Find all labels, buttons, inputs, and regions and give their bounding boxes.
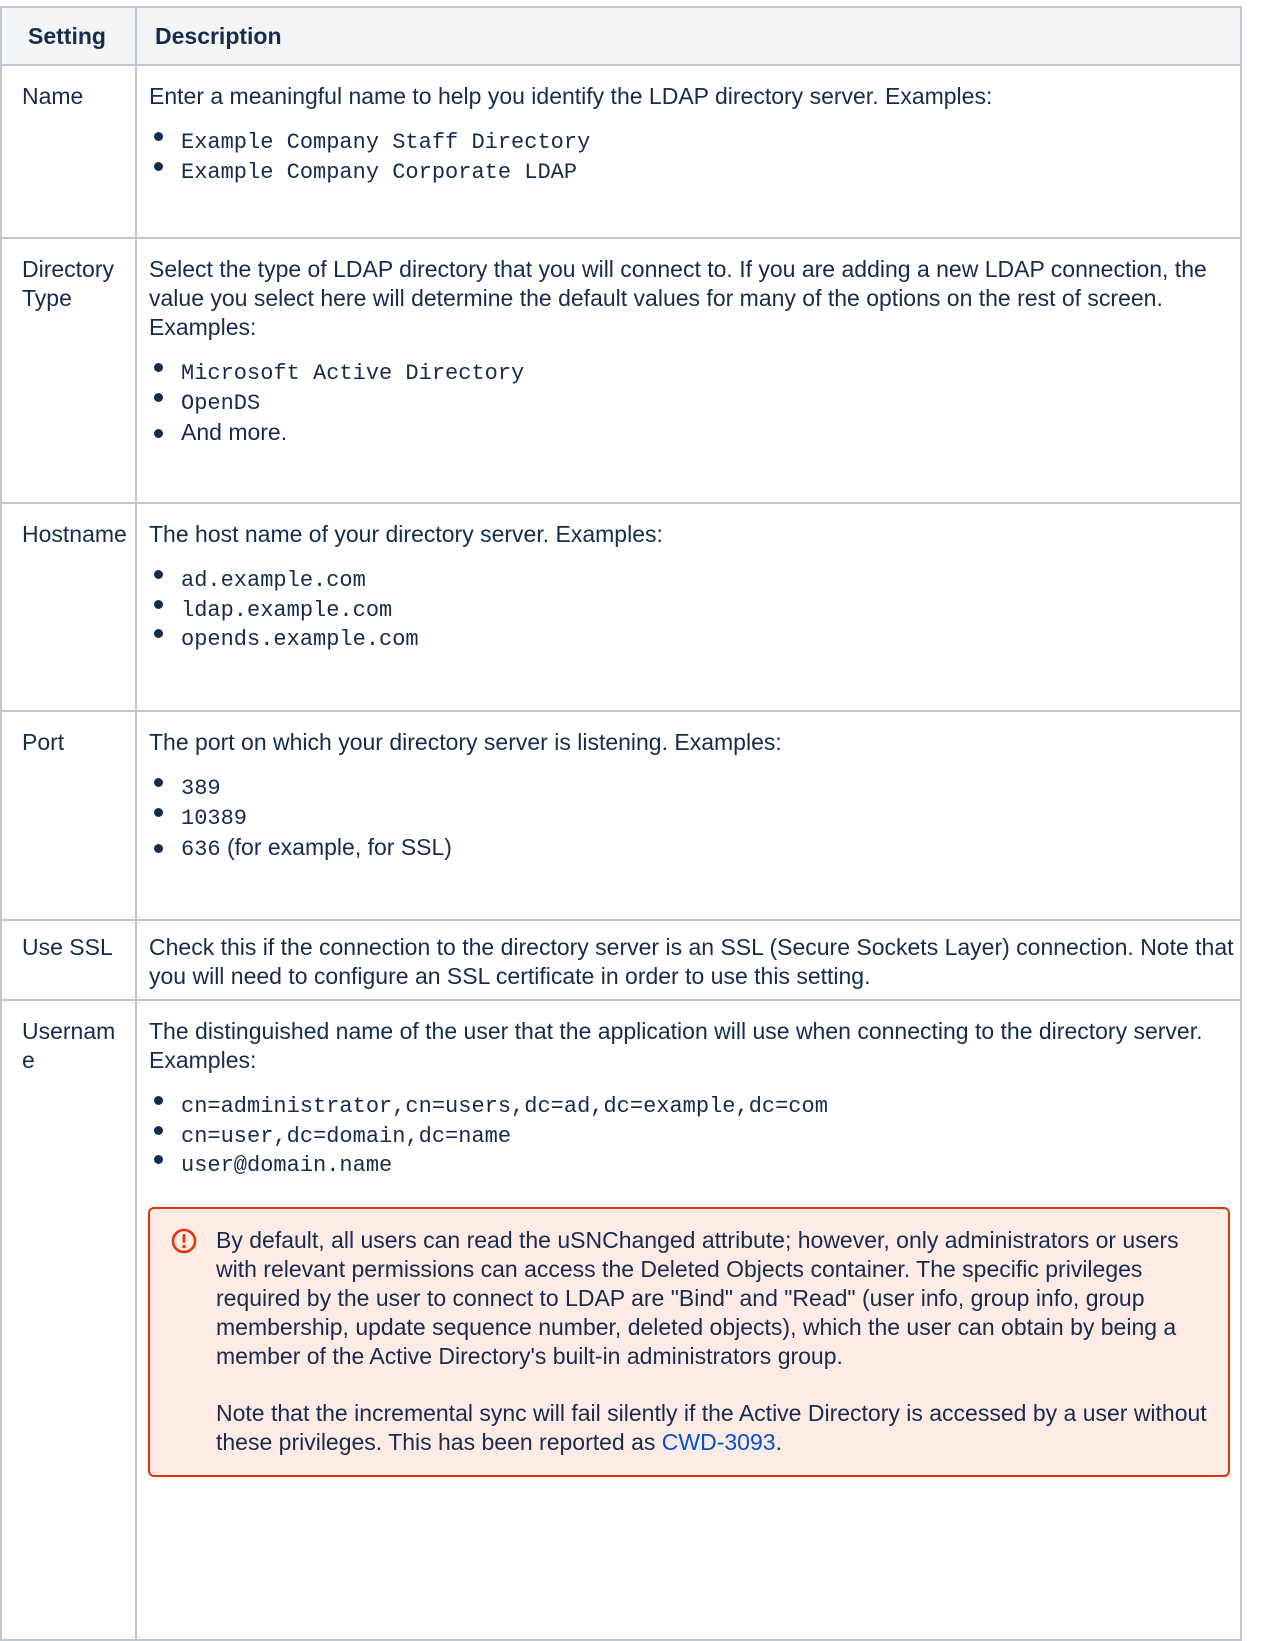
list-item: cn=user,dc=domain,dc=name xyxy=(181,1122,1234,1152)
table-row xyxy=(1,65,1241,238)
list-item: Microsoft Active Directory xyxy=(181,359,1234,389)
list-item: Example Company Staff Directory xyxy=(181,128,1234,158)
examples-list xyxy=(149,359,1234,448)
setting-name: Port xyxy=(1,711,136,920)
setting-description xyxy=(136,711,1241,920)
setting-name: Directory Type xyxy=(1,238,136,503)
setting-description xyxy=(136,503,1241,711)
description-text: Enter a meaningful name to help you identify the LDAP directory server. Examples: xyxy=(149,83,993,109)
setting-name: Username xyxy=(1,1000,136,1640)
examples-list xyxy=(149,1092,1234,1181)
error-icon xyxy=(170,1227,198,1255)
list-item: Example Company Corporate LDAP xyxy=(181,158,1234,188)
setting-name: Hostname xyxy=(1,503,136,711)
examples-list xyxy=(149,774,1234,865)
port-note: (for example, for SSL) xyxy=(220,834,452,860)
description-text: The host name of your directory server. Examples: xyxy=(149,521,663,547)
examples-list xyxy=(149,566,1234,655)
list-item: OpenDS xyxy=(181,389,1234,419)
warning-text: By default, all users can read the uSNChanged attribute; however, only administrators or users with relevant permissions can access the Deleted Objects container. The specific privileges required by the user to connect to LDAP are "Bind" and "Read" (user info, group info, group membership, update sequence number, deleted objects), which the user can obtain by being a member of the Active Directory's built-in administrators group. xyxy=(216,1226,1179,1369)
table-row xyxy=(1,711,1241,920)
list-item: 10389 xyxy=(181,804,1234,834)
table-row xyxy=(1,238,1241,503)
setting-description xyxy=(136,1000,1241,1640)
setting-description xyxy=(136,238,1241,503)
list-item: opends.example.com xyxy=(181,625,1234,655)
warning-note-end: . xyxy=(775,1428,782,1455)
table-row xyxy=(1,1000,1241,1640)
list-item: cn=administrator,cn=users,dc=ad,dc=example,dc=com xyxy=(181,1092,1234,1122)
port-value: 636 xyxy=(181,837,221,862)
examples-list xyxy=(149,128,1234,187)
table-row xyxy=(1,503,1241,711)
description-text: The distinguished name of the user that the application will use when connecting to the directory server. Examples: xyxy=(149,1018,1203,1073)
setting-description xyxy=(136,65,1241,238)
issue-link[interactable]: CWD-3093 xyxy=(661,1428,776,1455)
description-text: The port on which your directory server is listening. Examples: xyxy=(149,729,782,755)
list-item: 389 xyxy=(181,774,1234,804)
column-header-description: Description xyxy=(136,7,1241,65)
warning-note-text: Note that the incremental sync will fail silently if the Active Directory is accessed by a user without these privileges. This has been reported as xyxy=(216,1399,1207,1455)
warning-note xyxy=(216,1399,1208,1457)
list-item: And more. xyxy=(181,418,1234,448)
table-header-row xyxy=(1,7,1241,65)
list-item: user@domain.name xyxy=(181,1151,1234,1181)
description-text: Select the type of LDAP directory that you will connect to. If you are adding a new LDAP connection, the value you select here will determine the default values for many of the options on the rest of screen. Examples: xyxy=(149,256,1207,340)
description-text: Check this if the connection to the directory server is an SSL (Secure Sockets Layer) connection. Note that you will need to configure an SSL certificate in order to use this setting. xyxy=(149,934,1234,989)
setting-description xyxy=(136,920,1241,1000)
settings-table xyxy=(0,6,1242,1641)
warning-panel xyxy=(148,1207,1230,1477)
table-row xyxy=(1,920,1241,1000)
list-item xyxy=(181,833,1234,865)
setting-name: Name xyxy=(1,65,136,238)
list-item: ad.example.com xyxy=(181,566,1234,596)
list-item: ldap.example.com xyxy=(181,596,1234,626)
column-header-setting: Setting xyxy=(1,7,136,65)
setting-name: Use SSL xyxy=(1,920,136,1000)
